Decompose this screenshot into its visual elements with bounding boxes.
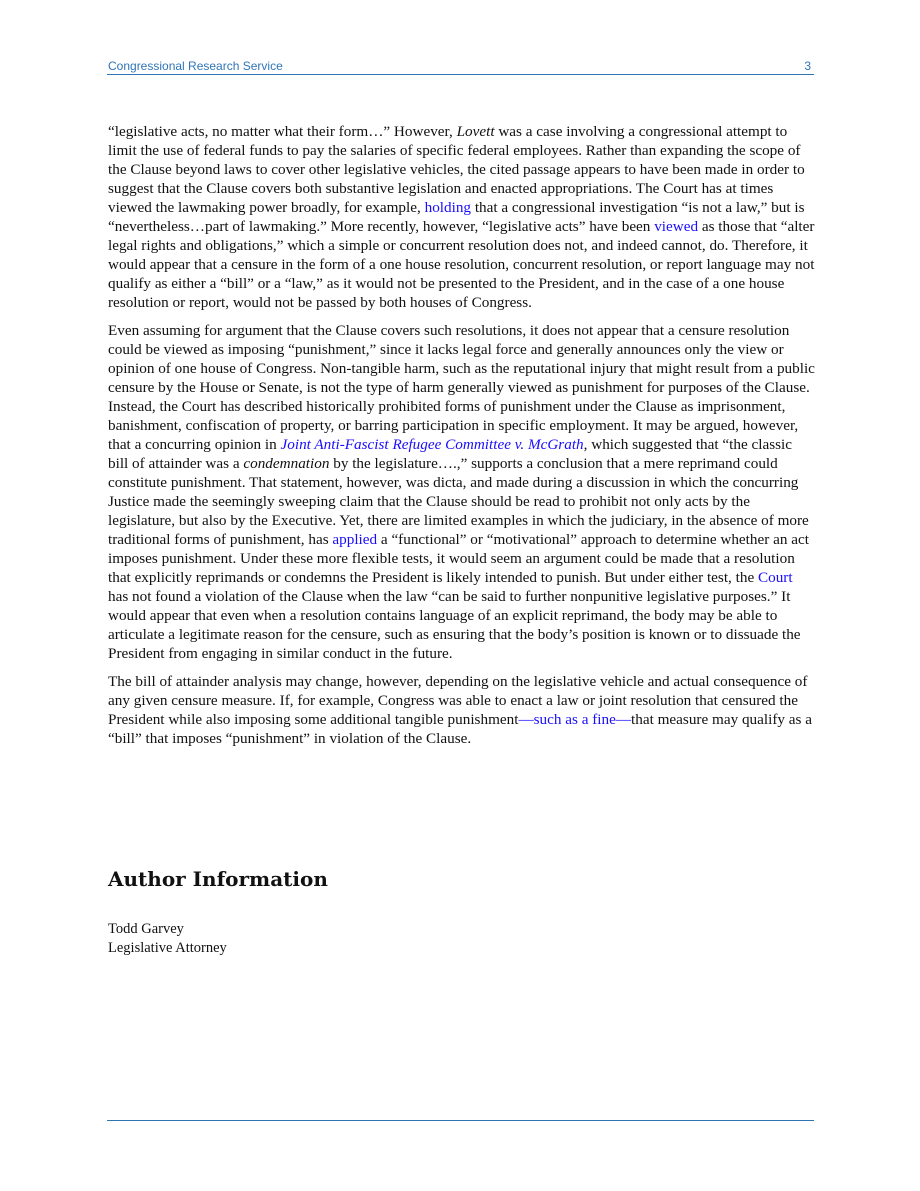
author-name: Todd Garvey bbox=[108, 921, 184, 937]
text-run: Even assuming for argument that the Clause covers such resolutions, it does not appear that a censure resolution could be viewed as imposing “punishment,” since it lacks legal force and generally announces only the view or opinion of one house of Congress. Non-tangible harm, such as the reputational injury that might result from a public censure by the House or Senate, is not the type of harm generally viewed as punishment for purposes of the Clause. Instead, the Court has described historically prohibited forms of punishment under the Clause as imprisonment, banishment, confiscation of property, or barring participation in specific employment. It may be argued, however, that a concurring opinion in bbox=[108, 322, 815, 453]
link-joint-anti-fascist[interactable] bbox=[281, 436, 584, 453]
text-run: that a congressional investigation “is not a law,” but is “nevertheless…part of lawmaking.” More recently, however, “legislative acts” have been bbox=[108, 199, 805, 235]
paragraph-analysis bbox=[108, 672, 815, 748]
link-such-as-a-fine[interactable]: —such as a fine— bbox=[518, 711, 632, 728]
text-run: as those that “alter legal rights and obligations,” which a simple or concurrent resolution does not, and indeed cannot, do. Therefore, it would appear that a censure in the form of a one house resolution, concurrent resolution, or report language may not qualify as either a “bill” or a “law,” as it would not be presented to the President, and in the case of a one house resolution or report, would not be passed by both houses of Congress. bbox=[108, 218, 815, 311]
case-name-mcgrath: Joint Anti-Fascist Refugee Committee v. McGrath bbox=[280, 436, 584, 453]
document-body bbox=[108, 122, 815, 757]
text-run: was a case involving a congressional attempt to limit the use of federal funds to pay the salaries of specific federal employees. Rather than expanding the scope of the Clause beyond laws to cover other legislative vehicles, the cited passage appears to have been made in order to suggest that the Clause covers both substantive legislation and enacted appropriations. The Court has at times viewed the lawmaking power broadly, for example, bbox=[108, 123, 805, 216]
text-run: that measure may qualify as a “bill” that imposes “punishment” in violation of the Clause. bbox=[108, 711, 812, 747]
emphasis-condemnation: condemnation bbox=[243, 455, 330, 472]
author-title: Legislative Attorney bbox=[108, 940, 227, 956]
link-court[interactable]: Court bbox=[757, 569, 793, 586]
footer-divider bbox=[107, 1120, 814, 1121]
link-holding[interactable]: holding bbox=[424, 199, 472, 216]
text-run: , which suggested that “the classic bill of attainder was a bbox=[108, 436, 792, 472]
paragraph-punishment bbox=[108, 321, 815, 663]
text-run: by the legislature….,” supports a conclusion that a mere reprimand could constitute punishment. That statement, however, was dicta, and made during a discussion in which the concurring Justice made the seemingly sweeping claim that the Clause should be read to prohibit not only acts by the legislature, but also by the Executive. Yet, there are limited examples in which the judiciary, in the absence of more traditional forms of punishment, has bbox=[108, 455, 809, 548]
page-header bbox=[107, 58, 814, 75]
link-viewed[interactable]: viewed bbox=[654, 218, 699, 235]
case-name-lovett: Lovett bbox=[456, 123, 495, 140]
text-run: a “functional” or “motivational” approach to determine whether an act imposes punishment. Under these more flexible tests, it would seem an argument could be made that a resolution that explicitly reprimands or condemns the President is likely intended to punish. But under either test, the bbox=[108, 531, 809, 586]
author-block bbox=[108, 920, 227, 958]
header-source: Congressional Research Service bbox=[108, 59, 283, 73]
author-information-heading: Author Information bbox=[108, 867, 328, 891]
page-number: 3 bbox=[804, 59, 811, 73]
paragraph-lovett bbox=[108, 122, 815, 312]
link-applied[interactable]: applied bbox=[332, 531, 378, 548]
text-run: The bill of attainder analysis may change, however, depending on the legislative vehicle and actual consequence of any given censure measure. If, for example, Congress was able to enact a law or joint resolution that censured the President while also imposing some additional tangible punishment bbox=[108, 673, 808, 728]
text-run: “legislative acts, no matter what their form…” However, bbox=[108, 123, 457, 140]
text-run: has not found a violation of the Clause when the law “can be said to further nonpunitive legislative purposes.” It would appear that even when a resolution contains language of an explicit reprimand, the body may be able to articulate a legitimate reason for the censure, such as ensuring that the body’s position is known or to dissuade the President from engaging in similar conduct in the future. bbox=[108, 588, 801, 662]
